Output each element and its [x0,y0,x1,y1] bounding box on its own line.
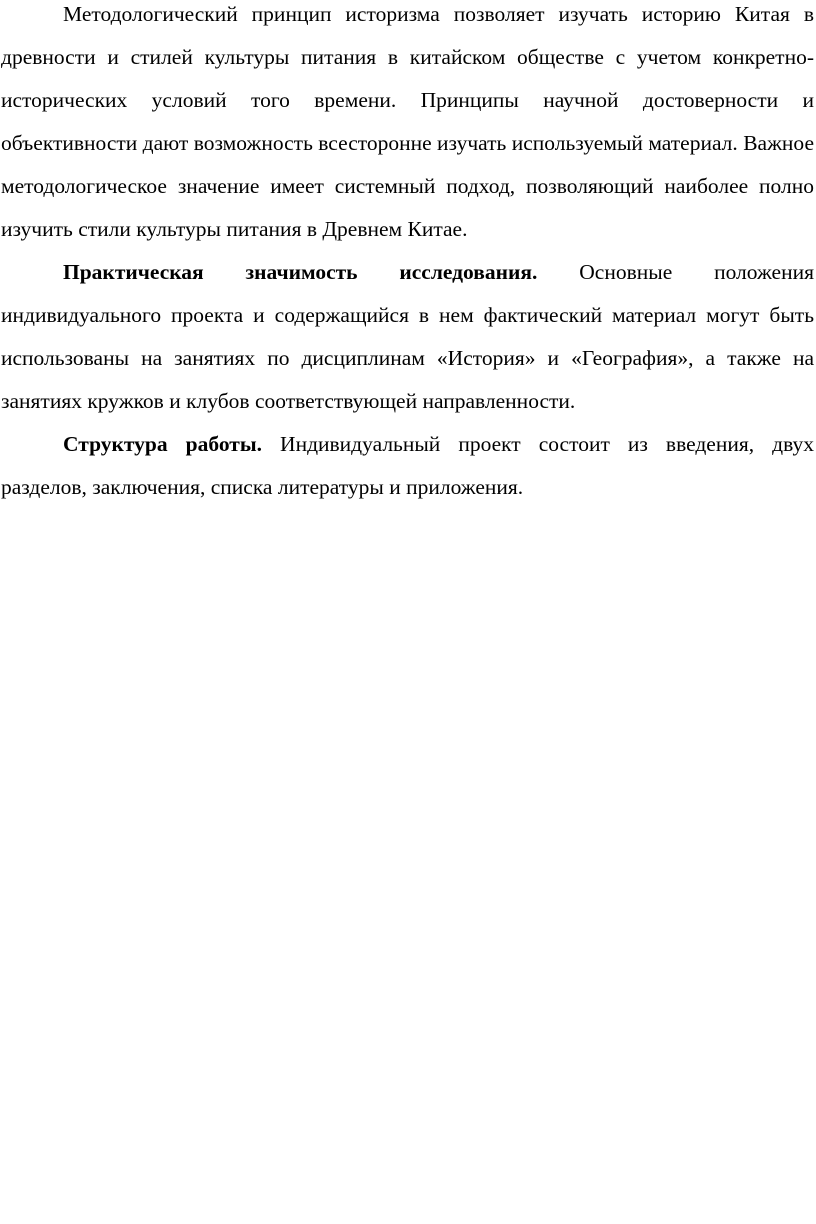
practical-significance-text: Основные положения индивидуального проекта и содержащийся в нем фактический материал могут быть использованы на занятиях по дисциплинам «История» и «География», а также на занятиях кружков и клубов соответствующей направленности. [1,260,815,413]
paragraph-methodology-text: Методологический принцип историзма позволяет изучать историю Китая в древности и стилей культуры питания в китайском обществе с учетом конкретно-исторических условий того времени. Принципы научной достоверности и объективности дают возможность всесторонне изучать используемый материал. Важное методологическое значение имеет системный подход, позволяющий наиболее полно изучить стили культуры питания в Древнем Китае. [1,2,814,241]
paragraph-structure [1,423,814,509]
structure-heading: Структура работы. [63,432,263,456]
practical-significance-heading: Практическая значимость исследования. [63,260,538,284]
structure-text: Индивидуальный проект состоит из введения, двух разделов, заключения, списка литературы и приложения. [1,432,814,499]
paragraph-methodology [1,0,814,251]
paragraph-practical-significance [1,251,814,423]
